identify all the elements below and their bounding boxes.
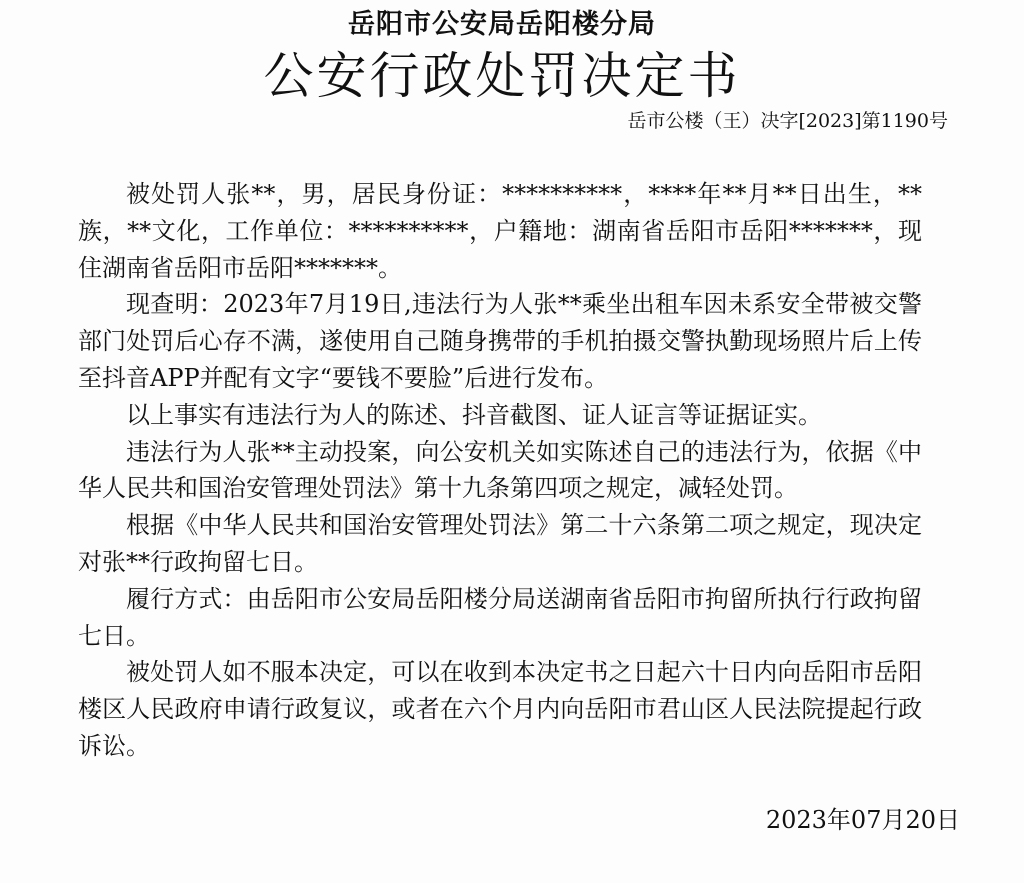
document-title: 公安行政处罚决定书 [263, 47, 741, 105]
decision-date: 2023年07月20日 [765, 806, 960, 834]
document-number: 岳市公楼（王）决字[2023]第1190号 [627, 110, 948, 132]
paragraph-evidence: 以上事实有违法行为人的陈述、抖音截图、证人证言等证据证实。 [126, 400, 822, 429]
issuing-organization: 岳阳市公安局岳阳楼分局 [348, 9, 656, 40]
paragraph-appeal-rights: 被处罚人如不服本决定，可以在收到本决定书之日起六十日内向岳阳市岳阳楼区人民政府申请行政复议，或者在六个月内向岳阳市君山区人民法院提起行政诉讼。 [78, 658, 922, 760]
paragraph-penalized-person: 被处罚人张**，男，居民身份证：**********，****年**月**日出生，**族，**文化，工作单位：**********，户籍地：湖南省岳阳市岳阳*******，现住湖南省岳阳市岳阳*******。 [78, 180, 922, 282]
paragraph-mitigation: 违法行为人张**主动投案，向公安机关如实陈述自己的违法行为，依据《中华人民共和国治安管理处罚法》第十九条第四项之规定，减轻处罚。 [78, 437, 922, 503]
document-body [78, 176, 922, 765]
paragraph-execution: 履行方式：由岳阳市公安局岳阳楼分局送湖南省岳阳市拘留所执行行政拘留七日。 [78, 584, 922, 650]
paragraph-findings: 现查明：2023年7月19日,违法行为人张**乘坐出租车因未系安全带被交警部门处罚后心存不满，遂使用自己随身携带的手机拍摄交警执勤现场照片后上传至抖音APP并配有文字“要钱不要脸”后进行发布。 [78, 290, 922, 392]
paragraph-decision: 根据《中华人民共和国治安管理处罚法》第二十六条第二项之规定，现决定对张**行政拘留七日。 [78, 511, 922, 576]
